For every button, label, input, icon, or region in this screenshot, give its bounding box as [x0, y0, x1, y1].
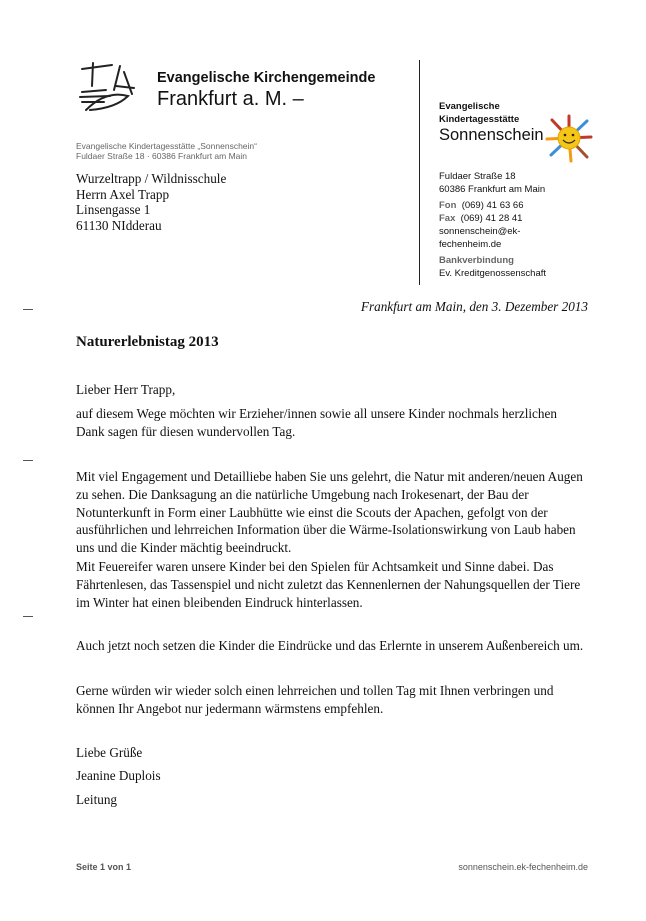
text-line: ausführlichen und lehrreichen Information über die Wärme-Isolationswirkung von Laub haben: [76, 522, 576, 538]
kita-title-line: Kindertagesstätte: [439, 114, 520, 125]
text-line: Dank sagen für diesen wundervollen Tag.: [76, 423, 296, 439]
kita-street: Fuldaer Straße 18: [439, 171, 516, 182]
text-line: im Winter hat einen bleibenden Eindruck hinterlassen.: [76, 594, 363, 610]
paragraph-5: [76, 682, 553, 718]
letter-date: Frankfurt am Main, den 3. Dezember 2013: [360, 299, 588, 314]
closing: Liebe Grüße: [76, 745, 143, 760]
fold-mark: [23, 309, 33, 310]
org-name: Evangelische Kirchengemeinde: [157, 70, 376, 86]
bank-label: Bankverbindung: [439, 255, 514, 266]
recipient-line: Linsengasse 1: [76, 202, 151, 217]
kita-city: 60386 Frankfurt am Main: [439, 184, 546, 195]
text-line: Fährtenlesen, das Tassenspiel und nicht zuletzt das Kennenlernen der Nahungsquellen der Tiere: [76, 576, 581, 592]
kita-contact: [439, 170, 546, 280]
paragraph-4: [76, 637, 583, 655]
kita-name: Sonnenschein: [439, 126, 544, 144]
paragraph-2: [76, 468, 583, 557]
recipient-line: 61130 NIdderau: [76, 217, 162, 233]
footer-website[interactable]: sonnenschein.ek-fechenheim.de: [458, 862, 588, 872]
text-line: zu sehen. Die Danksagung an die natürliche Umgebung nach Irokesenart, der Bau der: [76, 486, 529, 502]
sun-logo-icon: [545, 113, 593, 163]
fax-label: Fax: [439, 213, 456, 224]
bank-name: Ev. Kreditgenossenschaft: [439, 268, 547, 279]
paragraph-1: [76, 405, 557, 441]
salutation: Lieber Herr Trapp,: [76, 382, 176, 397]
text-line: können Ihr Angebot nur jedermann wärmstens empfehlen.: [76, 700, 384, 716]
sender-line: [76, 141, 257, 161]
text-line: uns und die Kinder mächtig beeindruckt.: [76, 540, 292, 556]
paragraph-3: [76, 558, 580, 611]
text-line: auf diesem Wege möchten wir Erzieher/innen sowie all unsere Kinder nochmals herzlichen: [76, 406, 557, 421]
recipient-line: Herrn Axel Trapp: [76, 186, 170, 202]
sender-address: Fuldaer Straße 18 · 60386 Frankfurt am Main: [76, 151, 248, 161]
recipient-address: [76, 171, 226, 233]
kita-title: [439, 100, 519, 126]
fon-number: (069) 41 63 66: [461, 200, 524, 211]
signer-role: Leitung: [76, 792, 118, 807]
fold-mark: [23, 460, 33, 461]
text-line: Mit viel Engagement und Detailliebe haben Sie uns gelehrt, die Natur mit anderen/neuen Augen: [76, 469, 583, 484]
text-line: Gerne würden wir wieder solch einen lehrreichen und tollen Tag mit Ihnen verbringen und: [76, 683, 554, 698]
recipient-line: Wurzeltrapp / Wildnisschule: [76, 171, 227, 186]
church-logo-icon: [76, 60, 140, 118]
page-number: Seite 1 von 1: [76, 862, 132, 872]
letter-subject: Naturerlebnistag 2013: [76, 334, 219, 350]
vertical-divider: [419, 60, 420, 285]
text-line: Mit Feuereifer waren unsere Kinder bei den Spielen für Achtsamkeit und Sinne dabei. Das: [76, 559, 554, 574]
text-line: Notunterkunft in Form einer Laubhütte wie einst die Scouts der Apachen, gefolgt von der: [76, 504, 548, 520]
fax-number: (069) 41 28 41: [460, 213, 523, 224]
signer-name: Jeanine Duplois: [76, 768, 161, 783]
email-link[interactable]: fechenheim.de: [439, 239, 502, 250]
fon-label: Fon: [439, 200, 457, 211]
fold-mark: [23, 616, 33, 617]
text-line: Auch jetzt noch setzen die Kinder die Eindrücke und das Erlernte in unserem Außenbereich um.: [76, 638, 584, 653]
sender-name: Evangelische Kindertagesstätte „Sonnenschein“: [76, 141, 257, 151]
kita-title-line: Evangelische: [439, 101, 500, 112]
email-link[interactable]: sonnenschein@ek-: [439, 226, 521, 237]
org-city: Frankfurt a. M. –: [157, 88, 304, 110]
